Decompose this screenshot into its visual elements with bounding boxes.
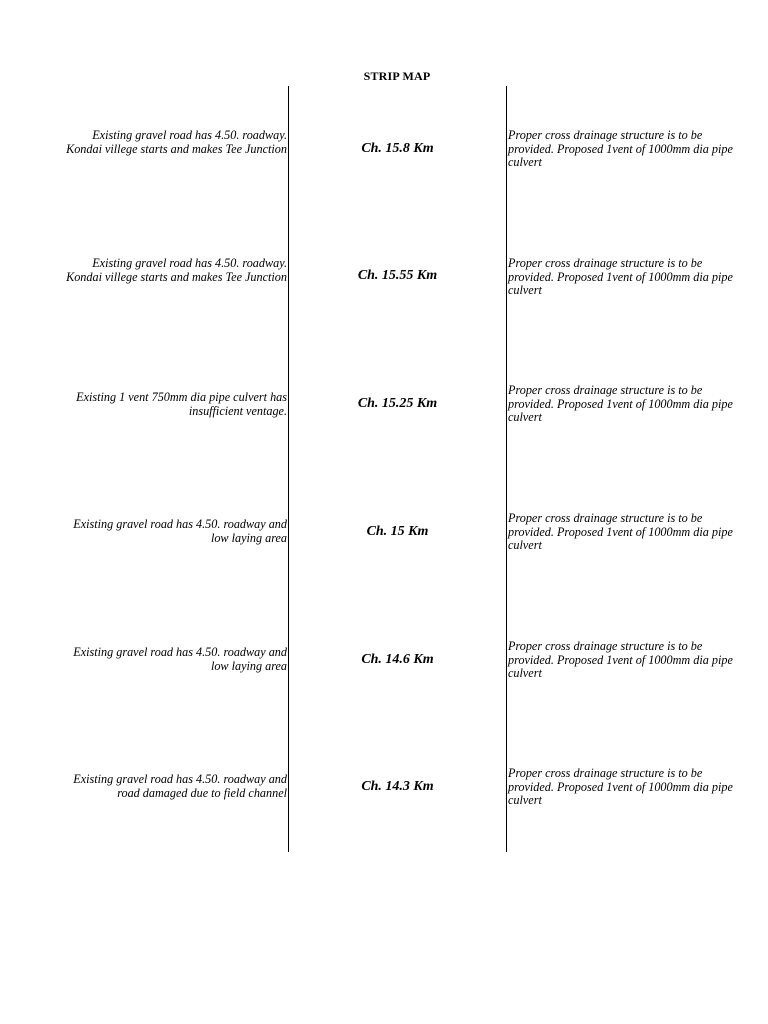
proposal-text: Proper cross drainage structure is to be provided. Proposed 1vent of 1000mm dia pipe culvert <box>508 383 733 425</box>
page-title: STRIP MAP <box>363 69 431 83</box>
existing-condition-text: Existing gravel road has 4.50. roadway. Kondai villege starts and makes Tee Junction <box>66 128 287 156</box>
strip-map-row <box>0 511 768 578</box>
strip-map-row <box>0 383 768 451</box>
chainage-label: Ch. 15.8 Km <box>361 141 434 156</box>
proposal-text: Proper cross drainage structure is to be provided. Proposed 1vent of 1000mm dia pipe culvert <box>508 511 733 553</box>
existing-condition-text: Existing 1 vent 750mm dia pipe culvert has insufficient ventage. <box>76 390 287 418</box>
chainage-label: Ch. 14.6 Km <box>361 652 434 667</box>
proposal-text: Proper cross drainage structure is to be provided. Proposed 1vent of 1000mm dia pipe culvert <box>508 639 733 681</box>
strip-map-row <box>0 129 768 189</box>
existing-condition-text: Existing gravel road has 4.50. roadway and road damaged due to field channel <box>73 772 287 800</box>
right-divider-line <box>506 86 507 852</box>
existing-condition-text: Existing gravel road has 4.50. roadway. Kondai villege starts and makes Tee Junction <box>66 256 287 284</box>
chainage-label: Ch. 15.55 Km <box>357 268 438 283</box>
proposal-text: Proper cross drainage structure is to be provided. Proposed 1vent of 1000mm dia pipe culvert <box>508 256 733 298</box>
existing-condition-text: Existing gravel road has 4.50. roadway and low laying area <box>73 645 287 673</box>
chainage-label: Ch. 15 Km <box>366 524 429 539</box>
left-divider-line <box>288 86 289 852</box>
chainage-label: Ch. 15.25 Km <box>357 396 438 411</box>
proposal-text: Proper cross drainage structure is to be provided. Proposed 1vent of 1000mm dia pipe culvert <box>508 128 733 170</box>
strip-map-row <box>0 257 768 317</box>
chainage-label: Ch. 14.3 Km <box>361 779 434 794</box>
strip-map-row <box>0 639 768 706</box>
strip-map-row <box>0 766 768 833</box>
existing-condition-text: Existing gravel road has 4.50. roadway and low laying area <box>73 517 287 545</box>
proposal-text: Proper cross drainage structure is to be provided. Proposed 1vent of 1000mm dia pipe culvert <box>508 766 733 808</box>
